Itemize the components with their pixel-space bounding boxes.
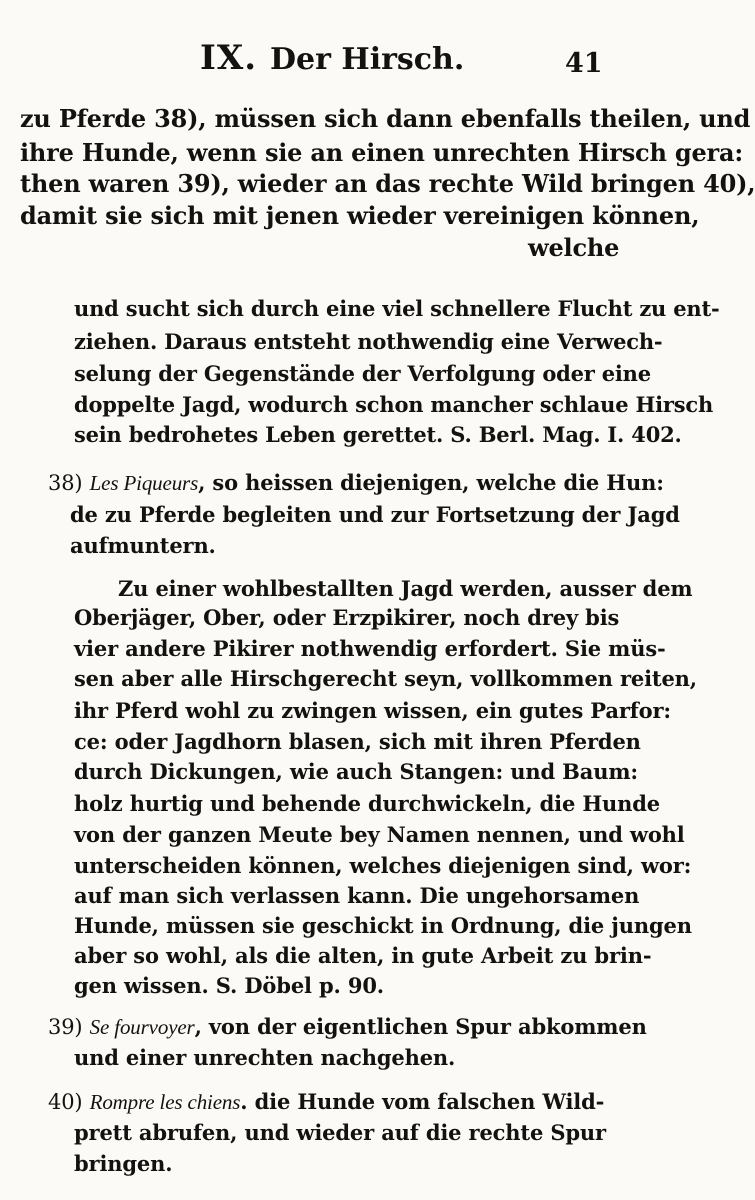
- chapter-title: Der Hirsch.: [270, 42, 465, 77]
- footnote-line: [48, 472, 664, 494]
- footnote-line: gen wissen. S. Döbel p. 90.: [74, 973, 384, 998]
- footnote-line: [48, 1091, 604, 1113]
- chapter-number: IX.: [200, 38, 258, 78]
- main-text-line: then waren 39), wieder an das rechte Wild bringen 40),: [20, 169, 755, 198]
- footnote-line: auf man sich verlassen kann. Die ungehorsamen: [74, 883, 640, 908]
- main-text-line: damit sie sich mit jenen wieder vereinigen können,: [20, 201, 700, 230]
- footnote-line: und einer unrechten nachgehen.: [74, 1045, 456, 1070]
- footnote-line: aber so wohl, als die alten, in gute Arbeit zu brin-: [74, 943, 652, 968]
- page-number: 41: [565, 48, 603, 79]
- footnote-text: , von der eigentlichen Spur abkommen: [194, 1014, 647, 1039]
- footnote-line: sein bedrohetes Leben gerettet. S. Berl. Mag. I. 402.: [74, 422, 682, 447]
- footnote-term: Les Piqueurs: [89, 471, 199, 495]
- footnote-line: doppelte Jagd, wodurch schon mancher schlaue Hirsch: [74, 392, 714, 417]
- footnote-line: sen aber alle Hirschgerecht seyn, vollkommen reiten,: [74, 666, 697, 691]
- catchword: welche: [528, 233, 620, 262]
- page-header: [0, 38, 632, 88]
- footnote-line: und sucht sich durch eine viel schnellere Flucht zu ent-: [74, 296, 720, 321]
- footnote-number: 39): [48, 1015, 83, 1039]
- footnote-text: . die Hunde vom falschen Wild-: [240, 1089, 605, 1114]
- footnote-line: ziehen. Daraus entsteht nothwendig eine Verwech-: [74, 329, 663, 354]
- footnote-line: [48, 1016, 647, 1038]
- footnote-text: , so heissen diejenigen, welche die Hun:: [198, 470, 664, 495]
- footnote-line: selung der Gegenstände der Verfolgung oder eine: [74, 361, 651, 386]
- main-text-line: ihre Hunde, wenn sie an einen unrechten Hirsch gera:: [20, 138, 743, 167]
- footnote-line: vier andere Pikirer nothwendig erfordert. Sie müs-: [74, 636, 666, 661]
- footnote-line: von der ganzen Meute bey Namen nennen, und wohl: [74, 822, 685, 847]
- main-text-line: zu Pferde 38), müssen sich dann ebenfalls theilen, und: [20, 104, 751, 133]
- footnote-term: Rompre les chiens: [89, 1090, 241, 1114]
- footnote-line: bringen.: [74, 1151, 173, 1176]
- footnote-number: 40): [48, 1090, 83, 1114]
- footnote-line: prett abrufen, und wieder auf die rechte Spur: [74, 1120, 606, 1145]
- footnote-line: ihr Pferd wohl zu zwingen wissen, ein gutes Parfor:: [74, 698, 672, 723]
- footnote-line: de zu Pferde begleiten und zur Fortsetzung der Jagd: [70, 502, 680, 527]
- footnote-line: Hunde, müssen sie geschickt in Ordnung, die jungen: [74, 913, 692, 938]
- footnote-line: Zu einer wohlbestallten Jagd werden, ausser dem: [118, 576, 693, 601]
- footnote-line: Oberjäger, Ober, oder Erzpikirer, noch drey bis: [74, 605, 620, 630]
- footnote-line: holz hurtig und behende durchwickeln, die Hunde: [74, 791, 660, 816]
- footnote-line: aufmuntern.: [70, 533, 216, 558]
- footnote-term: Se fourvoyer: [89, 1015, 195, 1039]
- footnote-line: unterscheiden können, welches diejenigen sind, wor:: [74, 853, 692, 878]
- footnote-number: 38): [48, 471, 83, 495]
- footnote-line: durch Dickungen, wie auch Stangen: und Baum:: [74, 759, 638, 784]
- footnote-line: ce: oder Jagdhorn blasen, sich mit ihren Pferden: [74, 729, 641, 754]
